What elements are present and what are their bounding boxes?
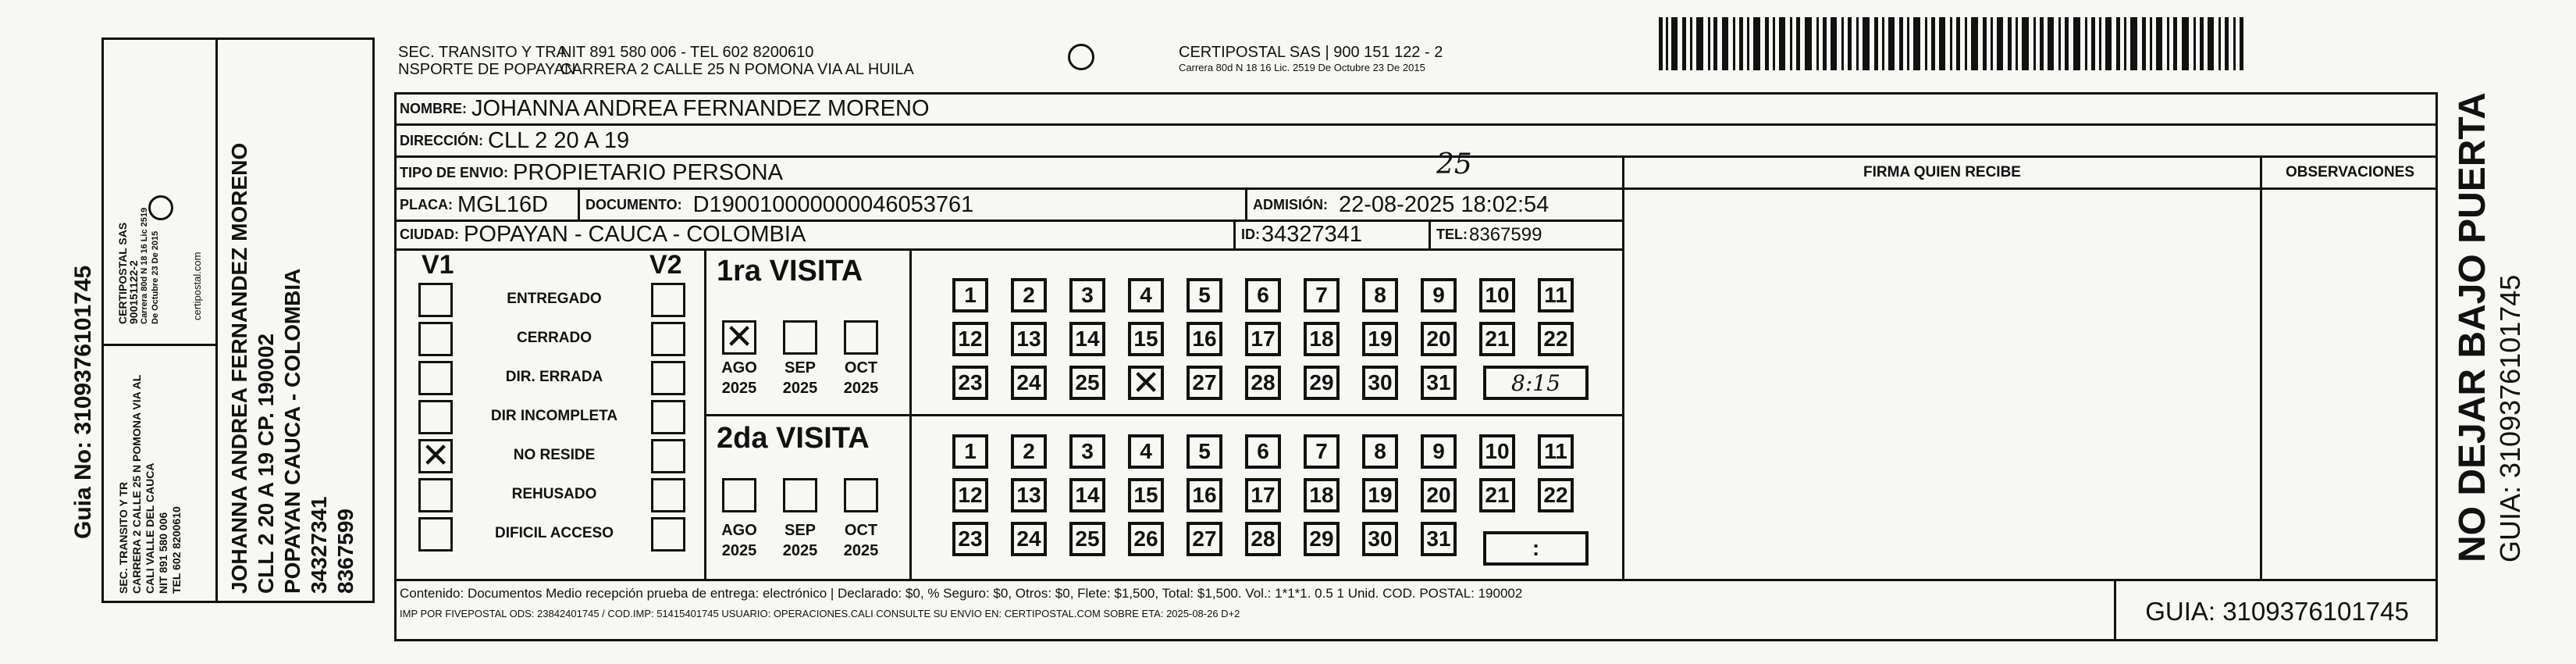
col-line: [1622, 155, 1624, 579]
visit2-day-17[interactable]: 17: [1245, 478, 1281, 512]
row-line: [1622, 187, 2438, 190]
stub-carrier: CERTIPOSTAL SAS 900151122-2 Carrera 80d N 18 16 Lic 2519 De Octubre 23 De 2015: [116, 207, 160, 324]
placa-field: PLACA: MGL16D: [400, 191, 549, 217]
id-field: ID: 34327341: [1241, 222, 1363, 247]
col-line: [1245, 187, 1247, 220]
v2-no-reside-checkbox[interactable]: [651, 439, 685, 473]
option-cerrado: CERRADO: [516, 330, 592, 346]
ciudad-field: CIUDAD: POPAYAN - CAUCA - COLOMBIA: [400, 222, 806, 247]
stub-sender: SEC. TRANSITO Y TR CARRERA 2 CALLE 25 N POMONA VIA AL CALI VALLE DEL CAUCA NIT 891 580 006 TEL 602 8200610: [117, 374, 183, 594]
visit2-day-10[interactable]: 10: [1479, 434, 1515, 469]
visit2-month-ago-checkbox[interactable]: [722, 478, 756, 512]
visit1-day-28[interactable]: 28: [1245, 366, 1281, 400]
option-dir-incompleta: DIR INCOMPLETA: [490, 408, 618, 424]
visit1-month-ago-checkbox[interactable]: ✕: [722, 320, 756, 355]
header-logo-icon: [1068, 44, 1094, 70]
visit1-day-27[interactable]: 27: [1187, 366, 1222, 400]
visit1-day-18[interactable]: 18: [1304, 322, 1340, 356]
visit2-month-sep: SEP 2025: [782, 522, 818, 559]
footer-contents: Contenido: Documentos Medio recepción prueba de entrega: electrónico | Declarado: $0, % Seguro: $0, Otros: $0, Flete: $1,500, Total: $1,500. Vol.: 1*1*1. 0.5 1 Unid. COD. POSTAL: 190002: [400, 586, 1523, 601]
visit1-day-6[interactable]: 6: [1245, 278, 1281, 312]
visit2-day-11[interactable]: 11: [1538, 434, 1574, 469]
visit2-day-15[interactable]: 15: [1128, 478, 1164, 512]
visit1-month-sep: SEP 2025: [782, 359, 818, 397]
option-dificil-acceso: DIFICIL ACCESO: [494, 525, 614, 541]
visit1-day-16[interactable]: 16: [1187, 322, 1222, 356]
col-line: [1429, 220, 1431, 248]
v1-cerrado-checkbox[interactable]: [418, 322, 453, 356]
visit2-month-oct: OCT 2025: [843, 522, 879, 559]
stub-recipient: JOHANNA ANDREA FERNANDEZ MORENO CLL 2 20 A 19 CP. 190002 POPAYAN CAUCA - COLOMBIA 34327341 8367599: [227, 142, 358, 594]
visit1-day-29[interactable]: 29: [1304, 366, 1340, 400]
visit1-month-oct-checkbox[interactable]: [844, 320, 878, 355]
barcode: [1659, 17, 2244, 70]
col-line: [2260, 155, 2262, 579]
direccion-field: DIRECCIÓN: CLL 2 20 A 19: [400, 127, 630, 153]
option-no-reside: NO RESIDE: [513, 447, 596, 463]
v2-dir-incompleta-checkbox[interactable]: [651, 400, 685, 434]
visit2-day-18[interactable]: 18: [1304, 478, 1340, 512]
footer-guia: GUIA: 3109376101745: [2145, 596, 2409, 626]
row-line: [394, 123, 2438, 126]
v2-rehusado-checkbox[interactable]: [651, 478, 685, 512]
visit1-day-19[interactable]: 19: [1362, 322, 1398, 356]
option-rehusado: REHUSADO: [511, 486, 597, 502]
v1-label: V1: [422, 250, 454, 280]
stub-web: certipostal.com: [191, 252, 203, 320]
visit2-day-4[interactable]: 4: [1128, 434, 1164, 469]
visit1-day-14[interactable]: 14: [1069, 322, 1105, 356]
visit2-day-9[interactable]: 9: [1421, 434, 1457, 469]
v2-label: V2: [649, 250, 682, 280]
visit2-day-20[interactable]: 20: [1421, 478, 1457, 512]
visit1-day-12[interactable]: 12: [952, 322, 988, 356]
visit2-day-24[interactable]: 24: [1011, 522, 1047, 556]
visit2-day-27[interactable]: 27: [1187, 522, 1222, 556]
visit1-day-22[interactable]: 22: [1538, 322, 1574, 356]
side-guia: GUIA: 3109376101745: [2494, 274, 2526, 562]
visit1-day-3[interactable]: 3: [1069, 278, 1105, 312]
visit2-day-25[interactable]: 25: [1069, 522, 1105, 556]
v2-cerrado-checkbox[interactable]: [651, 322, 685, 356]
visit1-day-10[interactable]: 10: [1479, 278, 1515, 312]
visit1-day-30[interactable]: 30: [1362, 366, 1398, 400]
no-dejar-bajo-puerta: NO DEJAR BAJO PUERTA: [2452, 92, 2493, 562]
visit1-month-sep-checkbox[interactable]: [783, 320, 817, 355]
nombre-field: NOMBRE: JOHANNA ANDREA FERNANDEZ MORENO: [400, 95, 930, 121]
visit1-time-field[interactable]: 8:15: [1483, 366, 1589, 400]
visit1-day-7[interactable]: 7: [1304, 278, 1340, 312]
visit2-day-13[interactable]: 13: [1011, 478, 1047, 512]
v1-dir-incompleta-checkbox[interactable]: [418, 400, 453, 434]
visit2-day-12[interactable]: 12: [952, 478, 988, 512]
visit1-day-5[interactable]: 5: [1187, 278, 1222, 312]
v1-dificil-acceso-checkbox[interactable]: [418, 517, 453, 552]
visit2-day-7[interactable]: 7: [1304, 434, 1340, 469]
col-line: [909, 248, 912, 579]
visit2-day-22[interactable]: 22: [1538, 478, 1574, 512]
footer-imp: IMP POR FIVEPOSTAL ODS: 23842401745 / COD.IMP: 51415401745 USUARIO: OPERACIONES.CALI CONSULTE SU ENVIO EN: CERTIPOSTAL.COM SOBRE ETA: 2025-08-26 D+2: [400, 608, 1240, 619]
header-nit: NIT 891 580 006 - TEL 602 8200610 CARRERA 2 CALLE 25 N POMONA VIA AL HUILA: [560, 44, 914, 78]
visit1-month-ago: AGO 2025: [721, 359, 757, 397]
visit2-day-14[interactable]: 14: [1069, 478, 1105, 512]
visit1-day-23[interactable]: 23: [952, 366, 988, 400]
option-dir-errada: DIR. ERRADA: [505, 369, 603, 385]
visit1-day-8[interactable]: 8: [1362, 278, 1398, 312]
tipo-envio-field: TIPO DE ENVIO: PROPIETARIO PERSONA: [400, 159, 783, 185]
v2-dificil-acceso-checkbox[interactable]: [651, 517, 685, 552]
observaciones-header: OBSERVACIONES: [2285, 164, 2415, 180]
stub-divider: [215, 37, 218, 603]
visit1-day-17[interactable]: 17: [1245, 322, 1281, 356]
visit1-day-20[interactable]: 20: [1421, 322, 1457, 356]
visit2-day-21[interactable]: 21: [1479, 478, 1515, 512]
header-certipostal: CERTIPOSTAL SAS | 900 151 122 - 2 Carrera 80d N 18 16 Lic. 2519 De Octubre 23 De 2015: [1179, 44, 1443, 73]
visit2-day-1[interactable]: 1: [952, 434, 988, 469]
visit2-month-oct-checkbox[interactable]: [844, 478, 878, 512]
documento-field: DOCUMENTO: D190010000000046053761: [585, 191, 974, 217]
visit1-day-4[interactable]: 4: [1128, 278, 1164, 312]
v1-rehusado-checkbox[interactable]: [418, 478, 453, 512]
visit1-title: 1ra VISITA: [717, 255, 863, 287]
visit1-day-15[interactable]: 15: [1128, 322, 1164, 356]
option-entregado: ENTREGADO: [507, 291, 602, 307]
visit2-day-19[interactable]: 19: [1362, 478, 1398, 512]
visit2-month-sep-checkbox[interactable]: [783, 478, 817, 512]
visit1-day-21[interactable]: 21: [1479, 322, 1515, 356]
visit2-day-3[interactable]: 3: [1069, 434, 1105, 469]
visit2-day-30[interactable]: 30: [1362, 522, 1398, 556]
visit1-day-25[interactable]: 25: [1069, 366, 1105, 400]
visit1-month-oct: OCT 2025: [843, 359, 879, 397]
visit2-day-23[interactable]: 23: [952, 522, 988, 556]
admision-field: ADMISIÓN: 22-08-2025 18:02:54: [1253, 191, 1550, 217]
v2-entregado-checkbox[interactable]: [651, 283, 685, 317]
visit2-day-16[interactable]: 16: [1187, 478, 1222, 512]
visit2-day-8[interactable]: 8: [1362, 434, 1398, 469]
row-line: [394, 248, 1624, 251]
visit2-day-26[interactable]: 26: [1128, 522, 1164, 556]
header-sender: SEC. TRANSITO Y TRA NSPORTE DE POPAYAN: [398, 44, 576, 78]
tel-field: TEL: 8367599: [1436, 223, 1542, 245]
visit1-day-13[interactable]: 13: [1011, 322, 1047, 356]
v1-no-reside-checkbox[interactable]: ✕: [418, 439, 453, 473]
visit2-day-28[interactable]: 28: [1245, 522, 1281, 556]
stub-hdivider: [101, 344, 217, 346]
visit1-day-31[interactable]: 31: [1421, 366, 1457, 400]
visit2-day-31[interactable]: 31: [1421, 522, 1457, 556]
v2-dir-errada-checkbox[interactable]: [651, 361, 685, 395]
visits-divider: [704, 414, 1622, 416]
visit2-day-29[interactable]: 29: [1304, 522, 1340, 556]
guia-no-label: Guia No: 3109376101745: [70, 265, 96, 539]
visit2-day-5[interactable]: 5: [1187, 434, 1222, 469]
visit2-month-ago: AGO 2025: [721, 522, 757, 559]
visit1-day-26[interactable]: ✕: [1128, 366, 1164, 400]
visit2-day-6[interactable]: 6: [1245, 434, 1281, 469]
visit2-time-field[interactable]: :: [1483, 531, 1589, 566]
col-line: [1233, 220, 1236, 248]
v1-dir-errada-checkbox[interactable]: [418, 361, 453, 395]
handwritten-mark: 25: [1436, 148, 1472, 180]
visit1-day-2[interactable]: 2: [1011, 278, 1047, 312]
visit1-day-1[interactable]: 1: [952, 278, 988, 312]
visit2-day-2[interactable]: 2: [1011, 434, 1047, 469]
visit1-day-24[interactable]: 24: [1011, 366, 1047, 400]
visit1-day-9[interactable]: 9: [1421, 278, 1457, 312]
certipostal-logo-icon: [148, 195, 173, 220]
v1-entregado-checkbox[interactable]: [418, 283, 453, 317]
visit1-day-11[interactable]: 11: [1538, 278, 1574, 312]
visit2-title: 2da VISITA: [717, 422, 870, 455]
col-line: [578, 187, 580, 220]
firma-header: FIRMA QUIEN RECIBE: [1863, 164, 2021, 180]
